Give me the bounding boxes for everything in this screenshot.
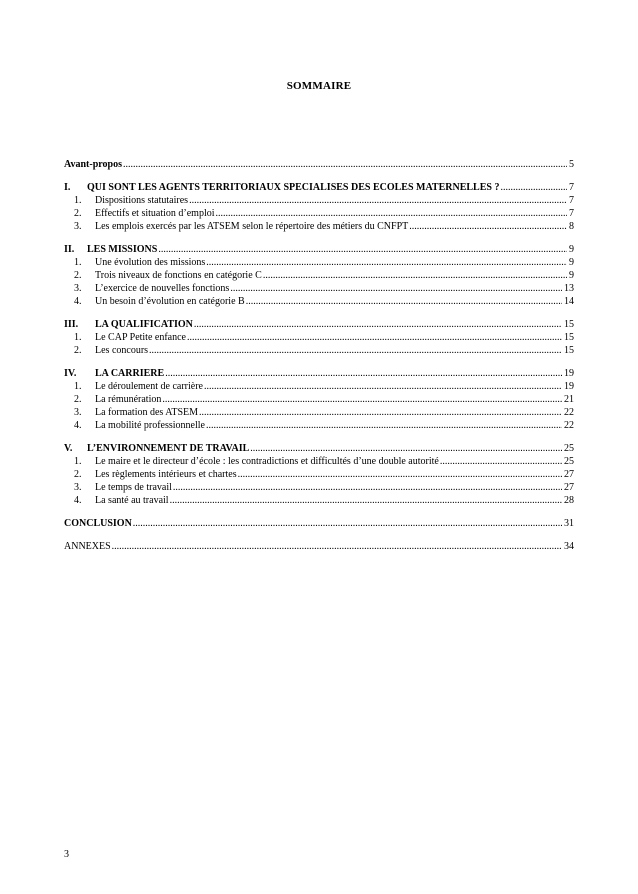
toc-label: ANNEXES xyxy=(64,541,111,552)
toc-label: La rémunération xyxy=(95,394,162,405)
toc-section-1[interactable] xyxy=(64,181,574,194)
toc-entry-conclusion[interactable] xyxy=(64,517,574,530)
toc-section-number: I. xyxy=(64,182,71,193)
dot-leader xyxy=(158,243,567,256)
toc-item[interactable] xyxy=(64,194,574,207)
dot-leader xyxy=(199,406,562,419)
toc-page-number: 19 xyxy=(564,381,574,392)
toc-page-number: 15 xyxy=(564,332,574,343)
toc-item[interactable] xyxy=(64,282,574,295)
dot-leader xyxy=(500,181,567,194)
toc-label: Effectifs et situation d’emploi xyxy=(95,208,215,219)
toc-item-number: 1. xyxy=(74,381,82,392)
dot-leader xyxy=(123,158,567,171)
toc-label: CONCLUSION xyxy=(64,518,132,529)
toc-item-number: 3. xyxy=(74,482,82,493)
toc-section-5[interactable] xyxy=(64,442,574,455)
table-of-contents xyxy=(64,158,574,553)
dot-leader xyxy=(206,256,567,269)
toc-page-number: 14 xyxy=(564,296,574,307)
toc-item-number: 1. xyxy=(74,257,82,268)
toc-label: Dispositions statutaires xyxy=(95,195,189,206)
dot-leader xyxy=(194,318,562,331)
dot-leader xyxy=(238,468,562,481)
toc-section-number: III. xyxy=(64,319,79,330)
toc-label: Le déroulement de carrière xyxy=(95,381,203,392)
toc-page-number: 7 xyxy=(569,195,574,206)
toc-item-number: 3. xyxy=(74,407,82,418)
toc-page-number: 15 xyxy=(564,319,574,330)
toc-item[interactable] xyxy=(64,406,574,419)
dot-leader xyxy=(162,393,562,406)
dot-leader xyxy=(112,540,562,553)
toc-item-number: 1. xyxy=(74,456,82,467)
toc-section-4[interactable] xyxy=(64,367,574,380)
dot-leader xyxy=(230,282,562,295)
dot-leader xyxy=(246,295,562,308)
toc-page-number: 7 xyxy=(569,208,574,219)
toc-label: L’exercice de nouvelles fonctions xyxy=(95,283,230,294)
toc-section-number: V. xyxy=(64,443,73,454)
toc-label: Les emplois exercés par les ATSEM selon le répertoire des métiers du CNFPT xyxy=(95,221,409,232)
toc-label: LES MISSIONS xyxy=(87,244,158,255)
toc-item[interactable] xyxy=(64,419,574,432)
dot-leader xyxy=(440,455,562,468)
dot-leader xyxy=(409,220,567,233)
toc-item-number: 2. xyxy=(74,345,82,356)
toc-page-number: 7 xyxy=(569,182,574,193)
toc-page-number: 21 xyxy=(564,394,574,405)
toc-item[interactable] xyxy=(64,220,574,233)
page-title: SOMMAIRE xyxy=(286,80,352,92)
toc-section-3[interactable] xyxy=(64,318,574,331)
dot-leader xyxy=(133,517,562,530)
dot-leader xyxy=(206,419,562,432)
toc-page-number: 27 xyxy=(564,469,574,480)
toc-item[interactable] xyxy=(64,256,574,269)
toc-label: Les règlements intérieurs et chartes xyxy=(95,469,237,480)
dot-leader xyxy=(173,481,562,494)
toc-page-number: 28 xyxy=(564,495,574,506)
dot-leader xyxy=(263,269,567,282)
toc-item[interactable] xyxy=(64,344,574,357)
toc-label: La formation des ATSEM xyxy=(95,407,199,418)
toc-page-number: 5 xyxy=(569,159,574,170)
dot-leader xyxy=(189,194,567,207)
toc-page-number: 9 xyxy=(569,257,574,268)
toc-page-number: 25 xyxy=(564,456,574,467)
toc-item-number: 3. xyxy=(74,283,82,294)
dot-leader xyxy=(216,207,567,220)
toc-item-number: 3. xyxy=(74,221,82,232)
toc-page-number: 27 xyxy=(564,482,574,493)
toc-item[interactable] xyxy=(64,494,574,507)
toc-item-number: 4. xyxy=(74,296,82,307)
toc-item[interactable] xyxy=(64,481,574,494)
toc-label: La santé au travail xyxy=(95,495,169,506)
toc-page-number: 22 xyxy=(564,420,574,431)
toc-page-number: 31 xyxy=(564,518,574,529)
toc-page-number: 15 xyxy=(564,345,574,356)
toc-page-number: 9 xyxy=(569,270,574,281)
toc-item[interactable] xyxy=(64,331,574,344)
toc-item-number: 2. xyxy=(74,208,82,219)
toc-page-number: 22 xyxy=(564,407,574,418)
toc-label: Trois niveaux de fonctions en catégorie C xyxy=(95,270,262,281)
toc-item[interactable] xyxy=(64,468,574,481)
toc-label: Les concours xyxy=(95,345,149,356)
toc-section-number: IV. xyxy=(64,368,77,379)
toc-label: Le maire et le directeur d’école : les contradictions et difficultés d’une double autorité xyxy=(95,456,439,467)
toc-item[interactable] xyxy=(64,380,574,393)
toc-section-number: II. xyxy=(64,244,75,255)
dot-leader xyxy=(149,344,562,357)
toc-page-number: 8 xyxy=(569,221,574,232)
toc-page-number: 9 xyxy=(569,244,574,255)
toc-label: Le temps de travail xyxy=(95,482,172,493)
toc-item-number: 2. xyxy=(74,394,82,405)
toc-item-number: 1. xyxy=(74,195,82,206)
toc-entry-avant-propos[interactable] xyxy=(64,158,574,171)
page-number: 3 xyxy=(64,849,69,860)
toc-label: LA CARRIERE xyxy=(95,368,165,379)
toc-item[interactable] xyxy=(64,393,574,406)
toc-item[interactable] xyxy=(64,455,574,468)
toc-item-number: 4. xyxy=(74,420,82,431)
toc-page-number: 13 xyxy=(564,283,574,294)
dot-leader xyxy=(204,380,562,393)
toc-item-number: 1. xyxy=(74,332,82,343)
toc-item-number: 2. xyxy=(74,270,82,281)
toc-label: LA QUALIFICATION xyxy=(95,319,193,330)
toc-item[interactable] xyxy=(64,269,574,282)
toc-item-number: 4. xyxy=(74,495,82,506)
toc-page-number: 19 xyxy=(564,368,574,379)
toc-section-2[interactable] xyxy=(64,243,574,256)
dot-leader xyxy=(165,367,562,380)
toc-page-number: 34 xyxy=(564,541,574,552)
toc-label: L’ENVIRONNEMENT DE TRAVAIL xyxy=(87,443,250,454)
toc-item[interactable] xyxy=(64,207,574,220)
toc-label: Le CAP Petite enfance xyxy=(95,332,186,343)
dot-leader xyxy=(250,442,562,455)
toc-entry-annexes[interactable] xyxy=(64,540,574,553)
toc-label: La mobilité professionnelle xyxy=(95,420,205,431)
toc-label: QUI SONT LES AGENTS TERRITORIAUX SPECIALISES DES ECOLES MATERNELLES ? xyxy=(87,182,500,193)
toc-label: Avant-propos xyxy=(64,159,122,170)
dot-leader xyxy=(187,331,562,344)
toc-label: Une évolution des missions xyxy=(95,257,206,268)
toc-label: Un besoin d’évolution en catégorie B xyxy=(95,296,245,307)
toc-item[interactable] xyxy=(64,295,574,308)
dot-leader xyxy=(170,494,562,507)
toc-page-number: 25 xyxy=(564,443,574,454)
toc-item-number: 2. xyxy=(74,469,82,480)
